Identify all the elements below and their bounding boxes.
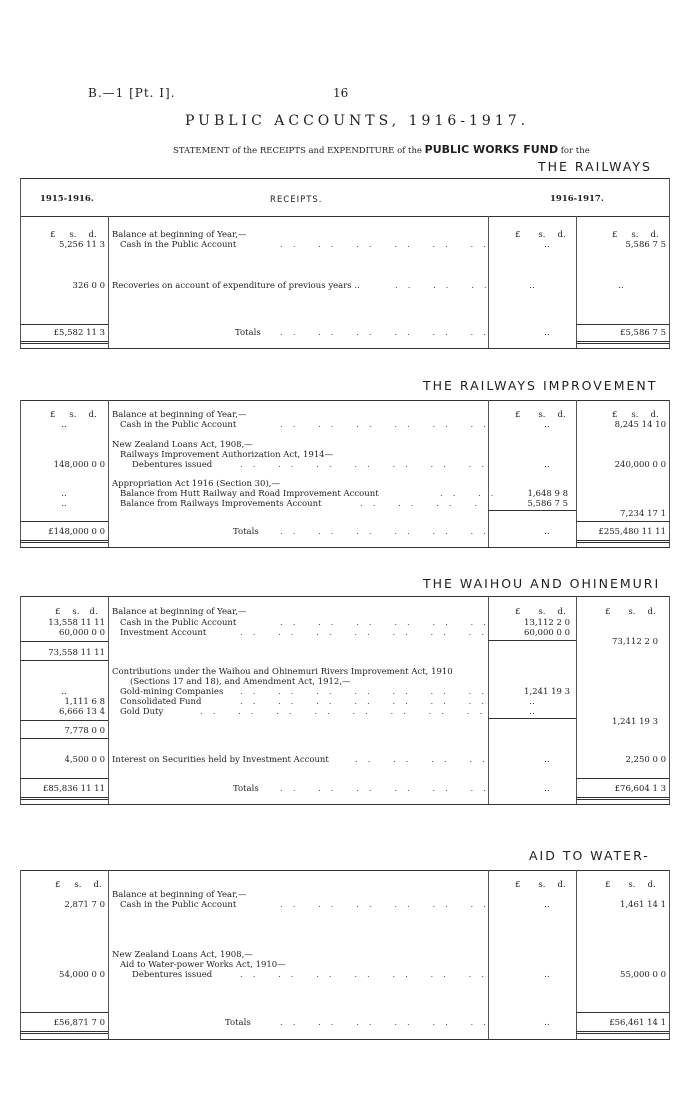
consolidated-mid: .. xyxy=(529,697,535,707)
interest-label: Interest on Securities held by Investment Account xyxy=(112,755,329,765)
balance-label: Balance at beginning of Year,— xyxy=(112,607,247,617)
balance-label: Balance at beginning of Year,— xyxy=(112,230,247,240)
appropriation-curr: 7,234 17 1 xyxy=(620,509,666,519)
lsd-curr: £ s. d. xyxy=(605,880,656,890)
totals-mid: .. xyxy=(544,784,550,794)
gold-duty-label: Gold Duty xyxy=(120,707,164,717)
interest-mid: .. xyxy=(544,755,550,765)
leader-dots: .. .. .. .. .. .. .. .. xyxy=(200,707,493,717)
section-title-waihou: THE WAIHOU AND OHINEMURI xyxy=(423,576,661,591)
section-title-aid-to-water: AID TO WATER- xyxy=(529,848,650,863)
totals-prev: £148,000 0 0 xyxy=(48,527,105,537)
hutt-label: Balance from Hutt Railway and Road Improvement Account xyxy=(120,489,379,499)
totals-curr: £255,480 11 11 xyxy=(598,527,666,537)
lsd-curr: £ s. d. xyxy=(612,410,659,420)
investment-label: Investment Account xyxy=(120,628,207,638)
leader-dots: .. .. .. .. .. .. .. xyxy=(240,697,495,707)
lsd-curr: £ s. d. xyxy=(612,230,659,240)
nz-loans-label: New Zealand Loans Act, 1908,— xyxy=(112,950,253,960)
lsd-prev: £ s. d. xyxy=(55,880,102,890)
leader-dots: .. .. .. .. .. .. xyxy=(280,1018,496,1028)
debentures-label: Debentures issued xyxy=(132,460,213,470)
cash-mid: .. xyxy=(544,420,550,430)
debentures-curr: 55,000 0 0 xyxy=(620,970,666,980)
leader-dots: .. .. .. .. .. .. xyxy=(280,527,496,537)
recoveries-label: Recoveries on account of expenditure of previous years .. xyxy=(112,281,360,291)
page-title: PUBLIC ACCOUNTS, 1916-1917. xyxy=(185,113,530,129)
leader-dots: .. .. .. .. xyxy=(360,499,500,509)
hutt-mid: 1,648 9 8 xyxy=(527,489,568,499)
col-prev-year: 1915-1916. xyxy=(40,194,94,204)
rail-improve-auth-label: Railways Improvement Authorization Act, 1914— xyxy=(120,450,334,460)
statement-line xyxy=(173,143,590,156)
leader-dots: .. .. .. .. .. .. .. xyxy=(240,460,495,470)
cash-prev: 5,256 11 3 xyxy=(59,240,105,250)
gold-duty-mid: .. xyxy=(529,707,535,717)
totals-curr: £56,461 14 1 xyxy=(609,1018,666,1028)
balance-label: Balance at beginning of Year,— xyxy=(112,410,247,420)
contributions-curr: 1,241 19 3 xyxy=(612,717,658,727)
debentures-mid: .. xyxy=(544,460,550,470)
cash-curr: 8,245 14 10 xyxy=(614,420,666,430)
rail-improve-acct-label: Balance from Railways Improvements Account xyxy=(120,499,322,509)
cash-mid: 13,112 2 0 xyxy=(524,618,570,628)
recoveries-mid: .. xyxy=(529,281,535,291)
debentures-prev: 54,000 0 0 xyxy=(59,970,105,980)
recoveries-prev: 326 0 0 xyxy=(72,281,105,291)
leader-dots: .. .. .. xyxy=(395,281,497,291)
totals-label: Totals xyxy=(235,328,261,338)
balance-curr: 73,112 2 0 xyxy=(612,637,658,647)
cash-label: Cash in the Public Account xyxy=(120,420,237,430)
lsd-mid: £ s. d. xyxy=(515,607,566,617)
cash-mid: .. xyxy=(544,900,550,910)
totals-label: Totals xyxy=(233,527,259,537)
statement-fund: PUBLIC WORKS FUND xyxy=(424,143,559,156)
totals-label: Totals xyxy=(225,1018,251,1028)
leader-dots: .. .. .. .. .. .. xyxy=(280,328,496,338)
leader-dots: .. .. xyxy=(440,489,504,499)
totals-prev: £5,582 11 3 xyxy=(53,328,105,338)
lsd-mid: £ s. d. xyxy=(515,410,566,420)
statement-prefix: STATEMENT of the RECEIPTS and EXPENDITURE of the xyxy=(173,146,422,156)
leader-dots: .. .. .. .. .. .. .. xyxy=(240,628,495,638)
totals-label: Totals xyxy=(233,784,259,794)
nz-loans-label: New Zealand Loans Act, 1908,— xyxy=(112,440,253,450)
section-title-railways: THE RAILWAYS xyxy=(538,159,652,174)
gold-duty-prev: 6,666 13 4 xyxy=(59,707,105,717)
cash-label: Cash in the Public Account xyxy=(120,240,237,250)
totals-prev: £56,871 7 0 xyxy=(53,1018,105,1028)
gold-mining-prev: .. xyxy=(61,687,67,697)
lsd-mid: £ s. d. xyxy=(515,880,566,890)
interest-curr: 2,250 0 0 xyxy=(625,755,666,765)
gold-mining-mid: 1,241 19 3 xyxy=(524,687,570,697)
cash-curr: 1,461 14 1 xyxy=(620,900,666,910)
cash-label: Cash in the Public Account xyxy=(120,900,237,910)
lsd-prev: £ s. d. xyxy=(50,230,97,240)
col-curr-year: 1916-1917. xyxy=(550,194,604,204)
debentures-curr: 240,000 0 0 xyxy=(614,460,666,470)
gold-mining-label: Gold-mining Companies xyxy=(120,687,224,697)
consolidated-label: Consolidated Fund xyxy=(120,697,202,707)
leader-dots: .. .. .. .. .. .. .. xyxy=(240,687,495,697)
debentures-prev: 148,000 0 0 xyxy=(53,460,105,470)
totals-mid: .. xyxy=(544,328,550,338)
contributions-label: Contributions under the Waihou and Ohinemuri Rivers Improvement Act, 1910 xyxy=(112,667,453,677)
appropriation-label: Appropriation Act 1916 (Section 30),— xyxy=(112,479,280,489)
section-title-railways-improvement: THE RAILWAYS IMPROVEMENT xyxy=(423,378,658,393)
cash-curr: 5,586 7 5 xyxy=(625,240,666,250)
hutt-prev: .. xyxy=(61,489,67,499)
lsd-prev: £ s. d. xyxy=(55,607,98,617)
balance-subtotal-prev: 73,558 11 11 xyxy=(48,648,105,658)
leader-dots: .. .. .. .. .. .. xyxy=(280,420,496,430)
cash-mid: .. xyxy=(544,240,550,250)
page-number: 16 xyxy=(333,86,349,100)
rail-improve-mid: 5,586 7 5 xyxy=(527,499,568,509)
cash-prev: 2,871 7 0 xyxy=(64,900,105,910)
contributions-label-2: (Sections 17 and 18), and Amendment Act, 1912,— xyxy=(130,677,351,687)
leader-dots: .. .. .. .. .. .. xyxy=(280,240,496,250)
col-receipts: RECEIPTS. xyxy=(270,195,323,205)
debentures-mid: .. xyxy=(544,970,550,980)
leader-dots: .. .. .. .. .. .. xyxy=(280,900,496,910)
interest-prev: 4,500 0 0 xyxy=(64,755,105,765)
page-ref: B.—1 [Pt. I]. xyxy=(88,86,176,100)
investment-mid: 60,000 0 0 xyxy=(524,628,570,638)
totals-mid: .. xyxy=(544,527,550,537)
totals-prev: £85,836 11 11 xyxy=(42,784,105,794)
lsd-prev: £ s. d. xyxy=(50,410,97,420)
leader-dots: .. .. .. .. xyxy=(355,755,495,765)
aid-water-act-label: Aid to Water-power Works Act, 1910— xyxy=(120,960,286,970)
lsd-curr: £ s. d. xyxy=(605,607,656,617)
cash-prev: .. xyxy=(61,420,67,430)
debentures-label: Debentures issued xyxy=(132,970,213,980)
cash-label: Cash in the Public Account xyxy=(120,618,237,628)
totals-mid: .. xyxy=(544,1018,550,1028)
totals-curr: £76,604 1 3 xyxy=(614,784,666,794)
rail-improve-prev: .. xyxy=(61,499,67,509)
contributions-subtotal-prev: 7,778 0 0 xyxy=(64,726,105,736)
recoveries-curr: .. xyxy=(618,281,624,291)
investment-prev: 60,000 0 0 xyxy=(59,628,105,638)
leader-dots: .. .. .. .. .. .. xyxy=(280,784,496,794)
leader-dots: .. .. .. .. .. .. .. xyxy=(240,970,495,980)
totals-curr: £5,586 7 5 xyxy=(620,328,666,338)
consolidated-prev: 1,111 6 8 xyxy=(64,697,105,707)
leader-dots: .. .. .. .. .. .. xyxy=(280,618,496,628)
balance-label: Balance at beginning of Year,— xyxy=(112,890,247,900)
lsd-mid: £ s. d. xyxy=(515,230,566,240)
statement-suffix: for the xyxy=(560,146,590,156)
cash-prev: 13,558 11 11 xyxy=(48,618,105,628)
